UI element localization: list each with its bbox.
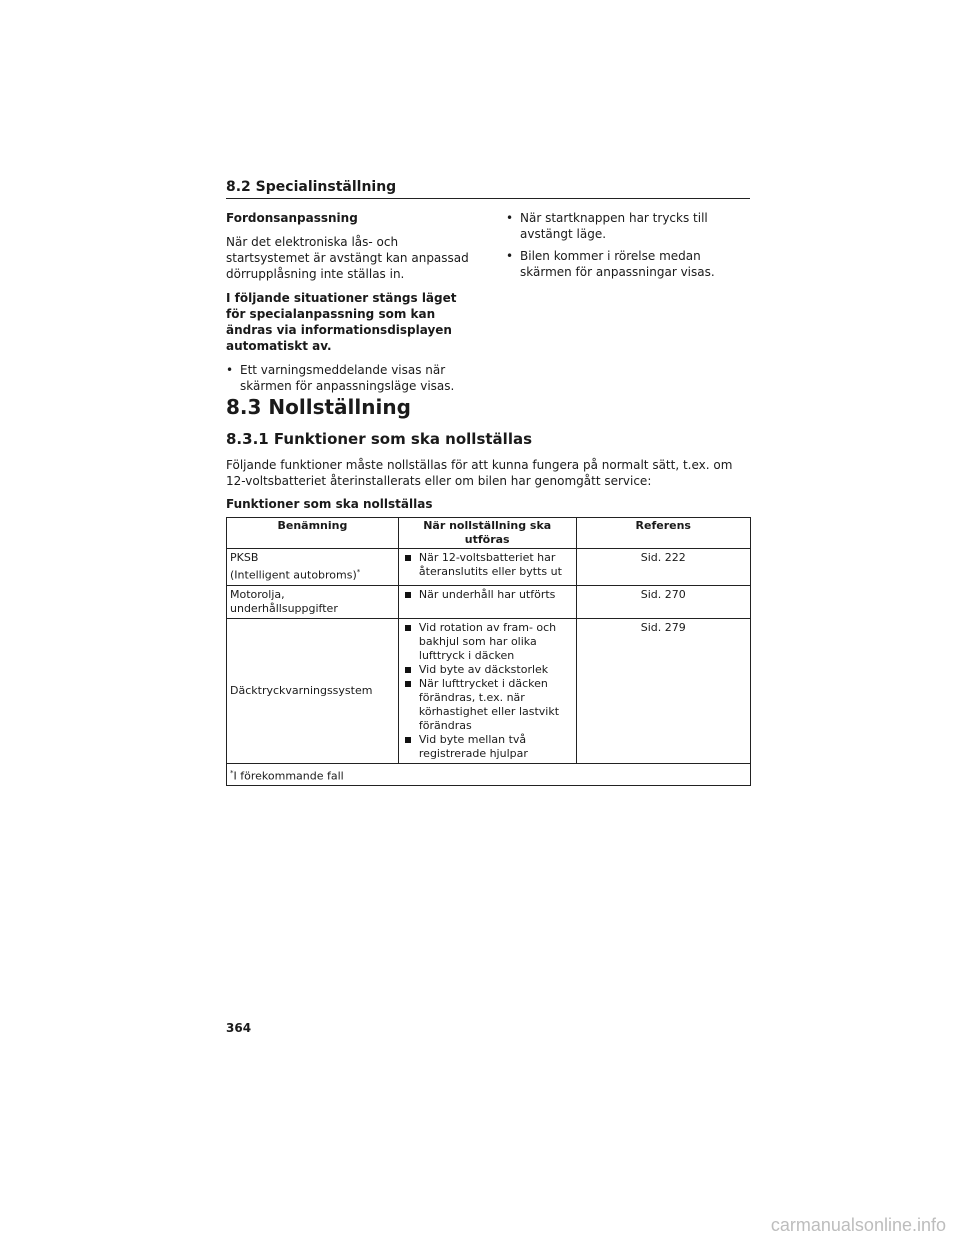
when-text: När underhåll har utförts (418, 587, 556, 601)
row-ref: Sid. 279 (576, 618, 750, 763)
page-number: 364 (226, 1021, 252, 1035)
when-text: När 12-voltsbatteriet har återanslutits eller bytts ut (418, 551, 562, 578)
square-bullet-icon (405, 681, 411, 687)
when-text: Vid byte mellan två registrerade hjulpar (418, 732, 528, 760)
square-bullet-icon (405, 667, 411, 673)
watermark: carmanualsonline.info (770, 1215, 946, 1235)
when-item (402, 663, 573, 677)
bullet-text: När startknappen har trycks till avstängt läge. (520, 211, 708, 241)
name-line: Motorolja, (230, 587, 285, 601)
heading-8-3: 8.3 Nollställning (226, 395, 411, 419)
footnote-marker: * (230, 768, 234, 777)
name-line: underhållsuppgifter (230, 601, 338, 615)
square-bullet-icon (405, 625, 411, 631)
row-ref: Sid. 222 (576, 549, 750, 586)
bullet-item (506, 248, 751, 280)
row-when (398, 549, 576, 586)
bullet-item (226, 362, 476, 394)
footnote-marker: * (356, 568, 361, 576)
header-benamning: Benämning (227, 518, 399, 549)
header-referens: Referens (576, 518, 750, 549)
square-bullet-icon (405, 737, 411, 743)
name-line: PKSB (230, 551, 259, 564)
name-line: (Intelligent autobroms) (230, 568, 357, 582)
when-item (402, 551, 573, 579)
header-nar: När nollställning ska utföras (398, 518, 576, 549)
bullet-text: Ett varningsmeddelande visas när skärmen för anpassningsläge visas. (240, 363, 455, 393)
table-footnote-row (227, 763, 751, 786)
paragraph-2-bold: I följande situationer stängs läget för specialanpassning som kan ändras via informationsdisplayen automatiskt av. (226, 291, 457, 353)
footnote-text: I förekommande fall (233, 769, 344, 783)
table-row (227, 618, 751, 763)
bullet-text: Bilen kommer i rörelse medan skärmen för anpassningar visas. (520, 249, 715, 279)
row-name (227, 618, 399, 763)
bullet-item (506, 210, 751, 242)
heading-8-3-1: 8.3.1 Funktioner som ska nollställas (226, 430, 533, 448)
table-row (227, 585, 751, 618)
bullet-dot-icon: • (226, 363, 234, 377)
square-bullet-icon (405, 592, 411, 598)
table-footnote (227, 763, 751, 786)
functions-table (226, 517, 751, 786)
right-column (506, 210, 751, 286)
bullet-dot-icon: • (506, 211, 514, 225)
table-title: Funktioner som ska nollställas (226, 497, 433, 511)
when-item (402, 677, 573, 733)
subhead-fordonsanpassning: Fordonsanpassning (226, 211, 358, 225)
when-text: Vid rotation av fram- och bakhjul som har olika lufttryck i däcken (418, 620, 557, 662)
bullet-dot-icon: • (506, 249, 514, 263)
table-row (227, 549, 751, 586)
when-item (402, 588, 573, 602)
section-header: 8.2 Specialinställning (226, 179, 750, 199)
row-name (227, 549, 399, 586)
when-text: När lufttrycket i däcken förändras, t.ex. när körhastighet eller lastvikt förändras (418, 676, 560, 732)
when-item (402, 621, 573, 663)
when-text: Vid byte av däckstorlek (418, 662, 549, 676)
row-ref: Sid. 270 (576, 585, 750, 618)
left-column (226, 210, 476, 400)
when-item (402, 733, 573, 761)
name-line: Däcktryckvarningssystem (230, 683, 373, 697)
paragraph-1: När det elektroniska lås- och startsystemet är avstängt kan anpassad dörrupplåsning inte ställas in. (226, 235, 469, 281)
row-when (398, 585, 576, 618)
row-name (227, 585, 399, 618)
table-header-row (227, 518, 751, 549)
intro-paragraph: Följande funktioner måste nollställas för att kunna fungera på normalt sätt, t.ex. om 12-voltsbatteriet återinstallerats eller om bilen har genomgått service: (226, 458, 733, 488)
row-when (398, 618, 576, 763)
square-bullet-icon (405, 555, 411, 561)
